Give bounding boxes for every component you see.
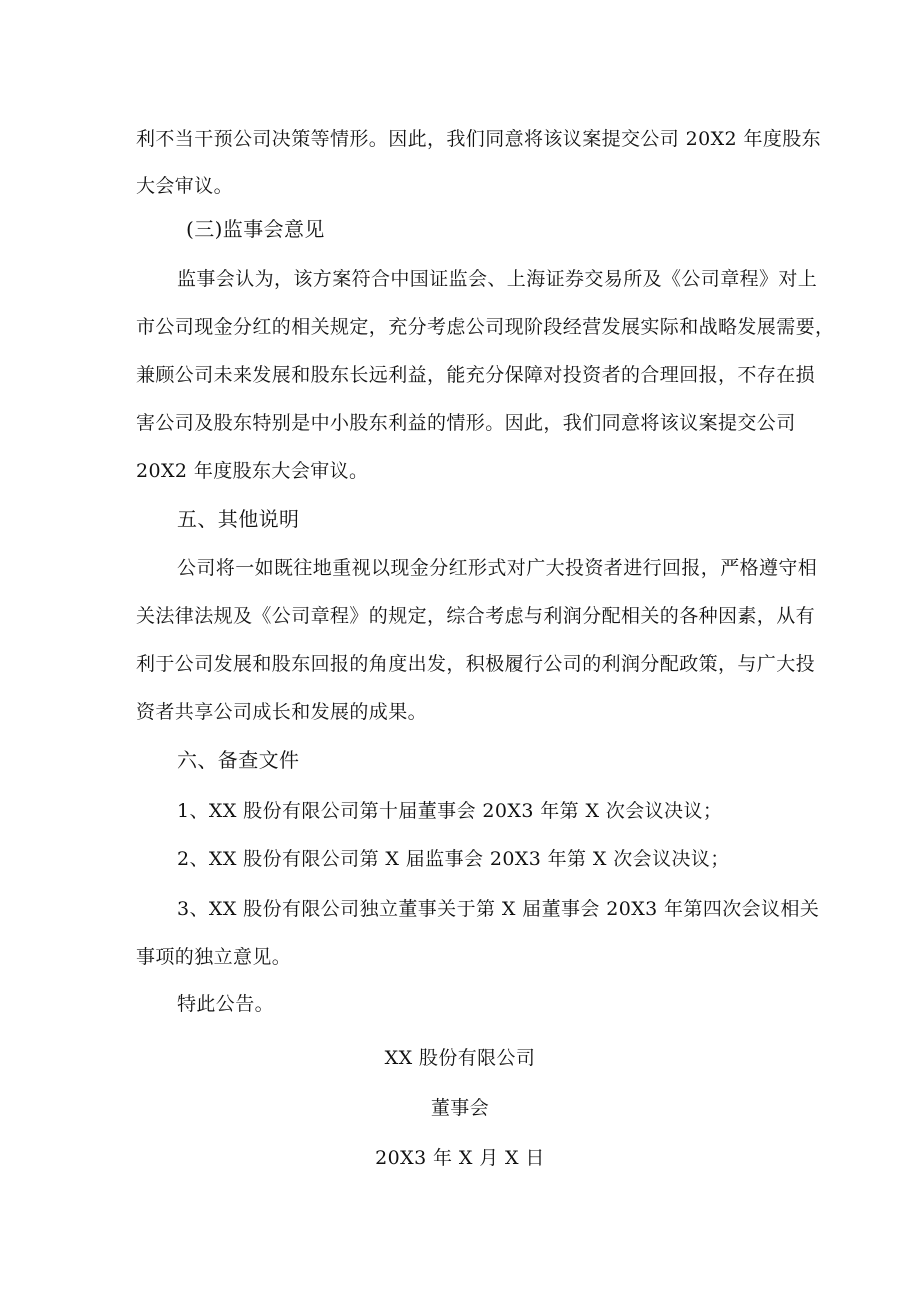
paragraph-line: 资者共享公司成长和发展的成果。 xyxy=(136,701,428,723)
paragraph-line: 关法律法规及《公司章程》的规定，综合考虑与利润分配相关的各种因素，从有 xyxy=(136,605,816,627)
paragraph-line: 兼顾公司未来发展和股东长远利益，能充分保障对投资者的合理回报，不存在损 xyxy=(136,364,816,386)
reference-item: 1、XX 股份有限公司第十届董事会 20X3 年第 X 次会议决议； xyxy=(177,800,723,822)
section-heading-reference-documents: 六、备查文件 xyxy=(177,748,300,772)
reference-item: 2、XX 股份有限公司第 X 届监事会 20X3 年第 X 次会议决议； xyxy=(177,848,730,870)
section-heading-supervisory-opinion: (三)监事会意见 xyxy=(186,217,325,241)
paragraph-line: 害公司及股东特别是中小股东利益的情形。因此，我们同意将该议案提交公司 xyxy=(136,412,796,434)
paragraph-line: 利于公司发展和股东回报的角度出发，积极履行公司的利润分配政策，与广大投 xyxy=(136,653,816,675)
paragraph-line: 监事会认为，该方案符合中国证监会、上海证券交易所及《公司章程》对上 xyxy=(177,268,818,290)
paragraph-line: 公司将一如既往地重视以现金分红形式对广大投资者进行回报，严格遵守相 xyxy=(177,557,818,579)
signature-company: XX 股份有限公司 xyxy=(384,1047,536,1069)
paragraph-line: 大会审议。 xyxy=(136,175,234,197)
section-heading-other-notes: 五、其他说明 xyxy=(177,507,300,531)
paragraph-line: 利不当干预公司决策等情形。因此，我们同意将该议案提交公司 20X2 年度股东 xyxy=(136,128,822,150)
reference-item-continuation: 事项的独立意见。 xyxy=(136,946,292,968)
reference-item: 3、XX 股份有限公司独立董事关于第 X 届董事会 20X3 年第四次会议相关 xyxy=(177,898,820,920)
paragraph-line: 20X2 年度股东大会审议。 xyxy=(136,460,369,482)
closing-statement: 特此公告。 xyxy=(177,993,275,1015)
signature-date: 20X3 年 X 月 X 日 xyxy=(375,1147,545,1169)
signature-board: 董事会 xyxy=(430,1097,490,1119)
paragraph-line: 市公司现金分红的相关规定，充分考虑公司现阶段经营发展实际和战略发展需要， xyxy=(136,316,835,338)
